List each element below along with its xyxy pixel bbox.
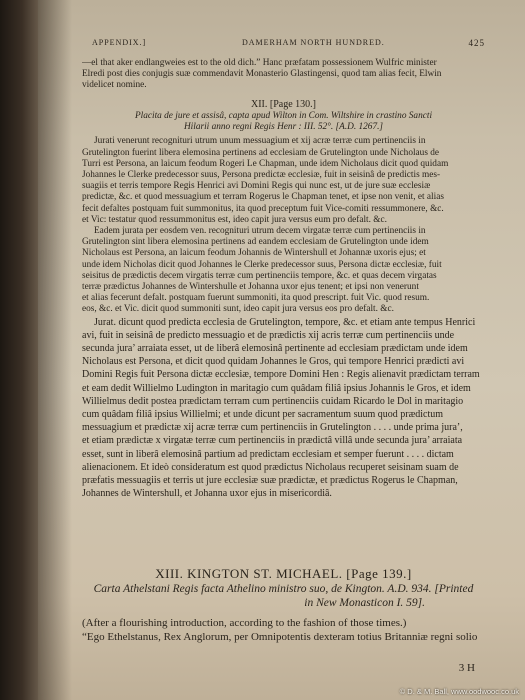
signature-mark: 3 H xyxy=(458,662,475,674)
text-line: alienacionem. Et ideò consideratum est quod prædictus Nicholaus recuperet seisinam suam de xyxy=(82,461,459,473)
text-line: præfatis messuagiis et terris ut jure ecclesiæ suæ prædictæ, et prædictus Rogerus le Chapman, xyxy=(82,475,458,487)
text-line: Johannes de Wintershull, et Johanna uxor ejus in misericordiâ. xyxy=(82,488,332,500)
book-page xyxy=(38,0,525,700)
section-xiii xyxy=(82,566,485,644)
text-line: eos, &c. et Vic. dicit quod summoniti sunt, ideo capit jura versus eos pro defalt. &c. xyxy=(82,304,394,315)
section-heading-line: in New Monasticon I. 59]. xyxy=(304,597,425,609)
text-line: Willielmus dedit postea prædictam terram cum pertinenciis cuidam Ricardo le Dol in maritagio xyxy=(82,395,464,407)
text-line: et etiam prædictæ x virgatæ terræ cum pertinenciis in prædictâ villâ unde secunda jura’ arraiata xyxy=(82,435,463,447)
text-line: Elredi post dies conjugis suæ commendavit Monasterio Glastingensi, quod tam alias fecit, Elwin xyxy=(82,69,442,80)
page-number: 425 xyxy=(468,38,485,48)
text-line: Domini Regis fuit Persona dictæ ecclesiæ, tempore Domini Hen : Regis alienavit prædictam terram xyxy=(82,369,480,381)
text-line: “Ego Ethelstanus, Rex Anglorum, per Omnipotentis dexteram totius Britanniæ regni solio xyxy=(82,631,478,643)
text-line: et eam dedit Willielmo Ludington in maritagio cum quâdam filiâ ipsius Johannis le Gros, et idem xyxy=(82,382,471,394)
text-line: predictæ, &c. et quod messuagium et terram Rogerus le Chapman tenet, et ipse non venit, et alias xyxy=(82,192,444,203)
section-heading-line: Placita de jure et assisâ, capta apud Wilton in Com. Wiltshire in crastino Sancti xyxy=(134,111,433,121)
text-line: esset, sunt in liberâ elemosinâ partium ad predictam ecclesiam et semper fuerunt . . . . dictam xyxy=(82,448,454,460)
running-header xyxy=(92,38,485,50)
text-line: unde idem Nicholas dicit quod Johannes le Clerke predecessor suus, Persona dictæ ecclesiæ, fuit xyxy=(82,259,442,270)
text-line: Jurati venerunt recognituri utrum unum messuagium et xij acræ terræ cum pertinenciis in xyxy=(94,136,426,147)
text-line: Johannes le Clerke predecessor suus, Persona predictæ ecclesiæ, fuit in seisinâ de predictis mes- xyxy=(82,170,441,181)
text-line: cum quâdam filiâ ipsius Willielmi; et unde dicunt per sacramentum suum quod prædictum xyxy=(82,409,444,421)
text-line: et alias fecerunt defalt. postquam fuerunt summoniti, ita quod prescript. fuit Vic. quod resum. xyxy=(82,293,430,304)
text-line: (After a flourishing introduction, according to the fashion of those times.) xyxy=(82,617,407,629)
section-xii xyxy=(82,98,485,501)
text-line: terræ prædictus Johannes de Wintershulle et Johanna uxor ejus tenent; et ipsi non venerunt xyxy=(82,282,419,293)
text-line: messuagium et prædictæ xij acræ terræ cum pertinenciis in Grutelington . . . . unde prima jura’, xyxy=(82,422,463,434)
header-left: APPENDIX.] xyxy=(92,38,147,47)
section-title: XII. [Page 130.] xyxy=(251,99,316,110)
text-line: Grutelington fuerint libera elemosina pertinens ad ecclesiam de Grutelington unde Nicholaus de xyxy=(82,147,440,158)
text-line: Turri est Persona, an laicum feodum Rogeri Le Chapman, unde idem Nicholaus dicit quod quidam xyxy=(82,158,449,169)
text-line: Jurat. dicunt quod predicta ecclesia de Grutelington, tempore, &c. et etiam ante tempus Henrici xyxy=(94,316,476,328)
header-title: DAMERHAM NORTH HUNDRED. xyxy=(242,38,385,47)
text-line: Nicholaus est Persona, an laicum feodum Johannis de Wintershull et Johannæ uxoris ejus; et xyxy=(82,248,426,259)
text-line: Grutelington sint libera elemosina pertinens ad eandem ecclesiam de Grutelington unde idem xyxy=(82,237,429,248)
text-line: —el that aker endlangweies est to the old dich.” Hanc præfatam possessionem Wulfric minister xyxy=(82,58,437,68)
text-line: fecit defaltes postquam fuit summonitus, ita quod preceptum fuit Vice-comiti ressummonere, &c. xyxy=(82,203,444,214)
text-line: suagiis et terris tempore Regis Henrici avi Domini Regis qui nunc est, ut de jure suæ ecclesiæ xyxy=(82,181,431,192)
text-line: videlicet nomine. xyxy=(82,80,147,91)
section-heading-line: Carta Athelstani Regis facta Athelino ministro suo, de Kington. A.D. 934. [Printed xyxy=(93,583,474,595)
text-line: avi, fuit in seisinâ de predicto messuagio et de prædictis xij acris terræ cum pertinenciis unde xyxy=(82,329,455,341)
text-line: seisitus de prædictis decem virgatis terræ cum pertinenciis tempore, &c. et quas decem virgatas xyxy=(82,270,437,281)
top-paragraph xyxy=(82,58,485,92)
book-binding xyxy=(0,0,40,700)
section-title: XIII. KINGTON ST. MICHAEL. [Page 139.] xyxy=(155,566,412,581)
text-line: secunda jura’ arraiata esset, ut de liberâ elemosinâ pertinente ad ecclesiam prædictam unde idem xyxy=(82,343,468,355)
section-heading-line: Hilarii anno regni Regis Henr : III. 52°. [A.D. 1267.] xyxy=(183,122,384,133)
text-line: Eadem jurata per eosdem ven. recognituri utrum decem virgatæ terræ cum pertinenciis in xyxy=(94,226,426,237)
text-line: Nicholaus est Persona, et dicit quod quidam Johannes le Gros, qui tempore Henrici prædicti avi xyxy=(82,356,465,368)
copyright-watermark: © D. & M. Ball, www.oodwooc.co.uk xyxy=(399,687,519,696)
text-line: et Vic: testatur quod ressummonitus est, ideo capit jura versus eum pro defalt. &c. xyxy=(82,214,387,225)
